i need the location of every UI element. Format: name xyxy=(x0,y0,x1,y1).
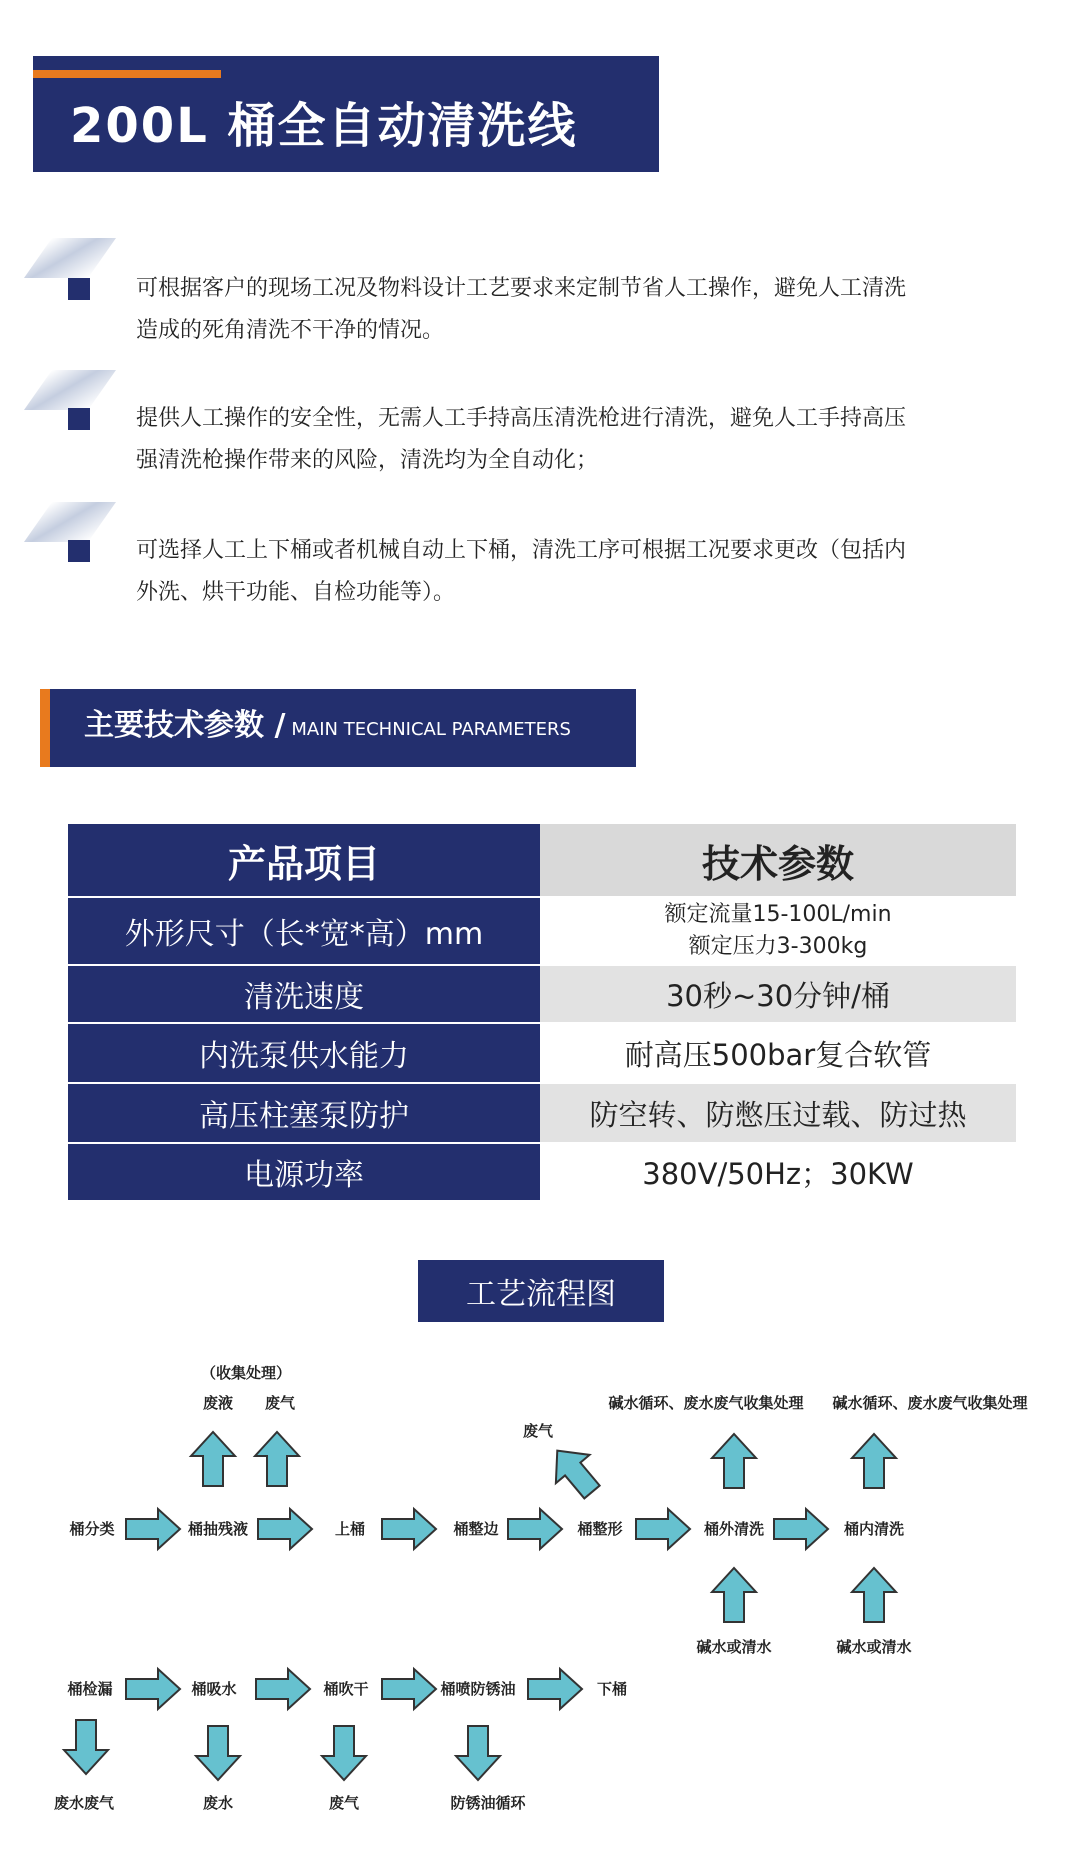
table-row xyxy=(68,1144,1016,1202)
feature-item xyxy=(136,398,1036,482)
table-row xyxy=(68,1084,1016,1144)
feature-line: 可根据客户的现场工况及物料设计工艺要求来定制节省人工操作，避免人工清洗 xyxy=(136,276,907,301)
title-accent-bar xyxy=(33,70,221,78)
table-cell-value xyxy=(540,898,1016,966)
flow-note: （收集处理） xyxy=(200,1364,292,1382)
flow-down-arrow-icon xyxy=(456,1726,500,1780)
flow-output: 废水 xyxy=(202,1794,234,1812)
flow-right-arrow-icon xyxy=(258,1509,312,1549)
flow-step: 桶抽残液 xyxy=(187,1520,249,1538)
feature-item xyxy=(136,268,1036,352)
flow-right-arrow-icon xyxy=(528,1669,582,1709)
feature-line: 提供人工操作的安全性，无需人工手持高压清洗枪进行清洗，避免人工手持高压 xyxy=(136,406,907,431)
flow-output: 碱水循环、废水废气收集处理 xyxy=(832,1394,1028,1412)
table-cell-item: 清洗速度 xyxy=(68,966,540,1024)
feature-decoration xyxy=(24,238,116,278)
flow-output: 碱水循环、废水废气收集处理 xyxy=(608,1394,804,1412)
flow-down-arrow-icon xyxy=(64,1720,108,1774)
flow-up-arrow-icon xyxy=(852,1568,896,1622)
flow-output: 防锈油循环 xyxy=(450,1794,526,1812)
flow-up-arrow-icon xyxy=(255,1432,299,1486)
flow-up-arrow-icon xyxy=(712,1434,756,1488)
feature-bullet-icon xyxy=(68,278,90,300)
flow-output: 废气 xyxy=(264,1394,296,1412)
page-title: 200L 桶全自动清洗线 xyxy=(70,98,578,154)
table-cell-item: 高压柱塞泵防护 xyxy=(68,1084,540,1144)
flow-up-arrow-icon xyxy=(712,1568,756,1622)
flow-output: 废气 xyxy=(328,1794,360,1812)
process-title-badge: 工艺流程图 xyxy=(418,1260,664,1322)
flow-diagonal-arrow-icon xyxy=(540,1436,608,1506)
table-cell-value: 30秒~30分钟/桶 xyxy=(540,966,1016,1024)
flow-right-arrow-icon xyxy=(256,1669,310,1709)
flow-right-arrow-icon xyxy=(126,1669,180,1709)
section-title-en: MAIN TECHNICAL PARAMETERS xyxy=(291,719,571,740)
flow-step: 桶外清洗 xyxy=(703,1520,765,1538)
flow-up-arrow-icon xyxy=(191,1432,235,1486)
table-row xyxy=(68,898,1016,966)
table-cell-item: 内洗泵供水能力 xyxy=(68,1024,540,1084)
flow-input: 碱水或清水 xyxy=(836,1638,912,1656)
flow-step: 桶内清洗 xyxy=(843,1520,905,1538)
flow-down-arrow-icon xyxy=(322,1726,366,1780)
table-cell-item: 外形尺寸（长*宽*高）mm xyxy=(68,898,540,966)
table-header-item: 产品项目 xyxy=(68,824,540,898)
flow-right-arrow-icon xyxy=(382,1509,436,1549)
feature-bullet-icon xyxy=(68,540,90,562)
flow-step: 下桶 xyxy=(596,1680,628,1698)
table-cell-value-line: 额定压力3-300kg xyxy=(688,934,868,959)
flow-step: 桶吹干 xyxy=(323,1680,369,1698)
params-table xyxy=(68,824,1016,1202)
process-flow-diagram xyxy=(0,1340,1080,1860)
flow-step: 桶整边 xyxy=(453,1520,499,1538)
flow-right-arrow-icon xyxy=(382,1669,436,1709)
flow-up-arrow-icon xyxy=(852,1434,896,1488)
flow-right-arrow-icon xyxy=(508,1509,562,1549)
feature-line: 造成的死角清洗不干净的情况。 xyxy=(136,318,445,343)
feature-item xyxy=(136,530,1036,614)
feature-line: 外洗、烘干功能、自检功能等）。 xyxy=(136,580,456,605)
table-header-row xyxy=(68,824,1016,898)
table-row xyxy=(68,966,1016,1024)
feature-line: 强清洗枪操作带来的风险，清洗均为全自动化； xyxy=(136,448,599,473)
flow-output: 废水废气 xyxy=(53,1794,115,1812)
table-cell-value: 防空转、防憋压过载、防过热 xyxy=(540,1084,1016,1144)
table-cell-value: 耐高压500bar复合软管 xyxy=(540,1024,1016,1084)
flow-right-arrow-icon xyxy=(774,1509,828,1549)
flow-step: 桶整形 xyxy=(577,1520,623,1538)
feature-decoration xyxy=(24,502,116,542)
section-title-cn: 主要技术参数 / xyxy=(84,708,286,743)
table-cell-item: 电源功率 xyxy=(68,1144,540,1202)
flow-down-arrow-icon xyxy=(196,1726,240,1780)
table-header-value: 技术参数 xyxy=(540,824,1016,898)
feature-line: 可选择人工上下桶或者机械自动上下桶，清洗工序可根据工况要求更改（包括内 xyxy=(136,538,907,563)
flow-output: 废液 xyxy=(202,1394,234,1412)
section-title xyxy=(84,706,571,750)
section-accent-bar xyxy=(40,689,50,767)
flow-output: 废气 xyxy=(522,1422,554,1440)
flow-step: 桶吸水 xyxy=(191,1680,237,1698)
flow-step: 上桶 xyxy=(334,1520,366,1538)
flow-step: 桶喷防锈油 xyxy=(440,1680,516,1698)
table-row xyxy=(68,1024,1016,1084)
table-cell-value: 380V/50Hz；30KW xyxy=(540,1144,1016,1202)
feature-decoration xyxy=(24,370,116,410)
flow-step: 桶检漏 xyxy=(67,1680,113,1698)
flow-input: 碱水或清水 xyxy=(696,1638,772,1656)
flow-step: 桶分类 xyxy=(69,1520,115,1538)
feature-bullet-icon xyxy=(68,408,90,430)
table-cell-value-line: 额定流量15-100L/min xyxy=(664,902,892,927)
flow-right-arrow-icon xyxy=(636,1509,690,1549)
flow-right-arrow-icon xyxy=(126,1509,180,1549)
